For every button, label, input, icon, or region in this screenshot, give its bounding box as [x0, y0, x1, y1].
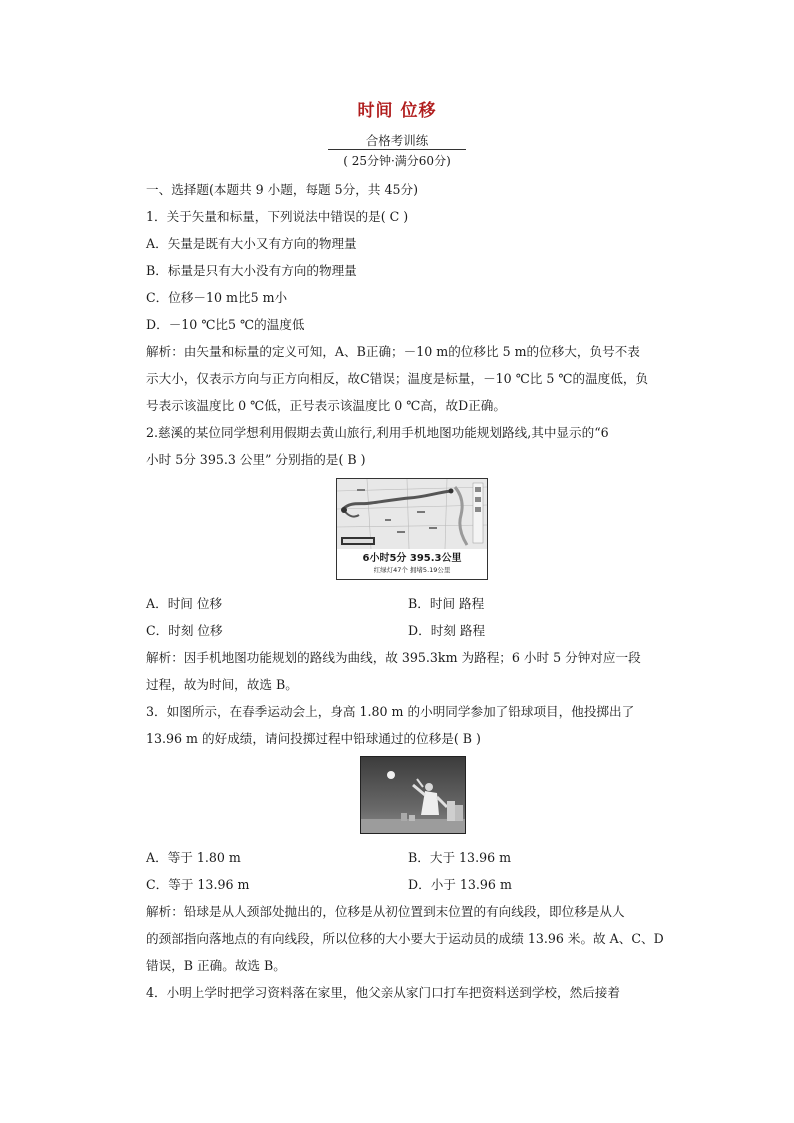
- q3-option-c: C．等于 13.96 m: [146, 877, 250, 892]
- map-screenshot-figure: [336, 478, 488, 580]
- shot-put-photo: [360, 756, 466, 834]
- q3-option-b: B．大于 13.96 m: [408, 850, 512, 865]
- q2-stem-line1: 2.慈溪的某位同学想利用假期去黄山旅行,利用手机地图功能规划路线,其中显示的“6: [146, 425, 609, 440]
- q1-stem: 1．关于矢量和标量，下列说法中错误的是( C ): [146, 209, 409, 224]
- q3-analysis-line3: 错误，B 正确。故选 B。: [146, 958, 286, 973]
- q2-option-b: B．时间 路程: [408, 596, 485, 611]
- q2-analysis-line2: 过程，故为时间，故选 B。: [146, 677, 298, 692]
- map-caption: 6小时5分 395.3公里: [362, 553, 462, 564]
- page-title: 时间 位移: [357, 101, 437, 121]
- shot-put-image: [361, 757, 465, 833]
- q1-option-c: C．位移－10 m比5 m小: [146, 290, 288, 305]
- q1-analysis-line1: 解析：由矢量和标量的定义可知，A、B正确；－10 m的位移比 5 m的位移大，负号不表: [146, 344, 640, 359]
- q2-stem-line2: 小时 5分 395.3 公里” 分别指的是( B ): [146, 452, 366, 467]
- q3-option-a: A．等于 1.80 m: [146, 850, 241, 865]
- map-image: [337, 479, 487, 549]
- q2-option-c: C．时刻 位移: [146, 623, 223, 638]
- q2-analysis-line1: 解析：因手机地图功能规划的路线为曲线，故 395.3km 为路程；6 小时 5 分钟对应一段: [146, 650, 641, 665]
- q1-option-d: D．－10 ℃比5 ℃的温度低: [146, 317, 305, 332]
- q1-analysis-line3: 号表示该温度比 0 ℃低，正号表示该温度比 0 ℃高，故D正确。: [146, 398, 506, 413]
- map-subcaption: 红绿灯47个 拥堵5.19公里: [373, 566, 451, 574]
- q2-option-d: D．时刻 路程: [408, 623, 486, 638]
- q3-option-d: D．小于 13.96 m: [408, 877, 512, 892]
- q1-option-a: A．矢量是既有大小又有方向的物理量: [146, 236, 357, 251]
- q3-stem-line2: 13.96 m 的好成绩，请问投掷过程中铅球通过的位移是( B ): [146, 731, 481, 746]
- page-subtitle: 合格考训练: [365, 133, 429, 148]
- q3-analysis-line2: 的颈部指向落地点的有向线段，所以位移的大小要大于运动员的成绩 13.96 米。故 A、C、D: [146, 931, 664, 946]
- q3-stem-line1: 3．如图所示，在春季运动会上，身高 1.80 m 的小明同学参加了铅球项目，他投掷出了: [146, 704, 635, 719]
- subtitle-divider: [328, 149, 466, 150]
- q1-analysis-line2: 示大小，仅表示方向与正方向相反，故C错误；温度是标量，－10 ℃比 5 ℃的温度低，负: [146, 371, 649, 386]
- q4-stem-line1: 4．小明上学时把学习资料落在家里，他父亲从家门口打车把资料送到学校，然后接着: [146, 985, 620, 1000]
- q2-option-a: A．时间 位移: [146, 596, 223, 611]
- timing-note: ( 25分钟·满分60分): [343, 154, 451, 168]
- section-heading: 一、选择题(本题共 9 小题，每题 5分，共 45分): [146, 182, 418, 197]
- q1-option-b: B．标量是只有大小没有方向的物理量: [146, 263, 357, 278]
- q3-analysis-line1: 解析：铅球是从人颈部处抛出的，位移是从初位置到末位置的有向线段，即位移是从人: [146, 904, 625, 919]
